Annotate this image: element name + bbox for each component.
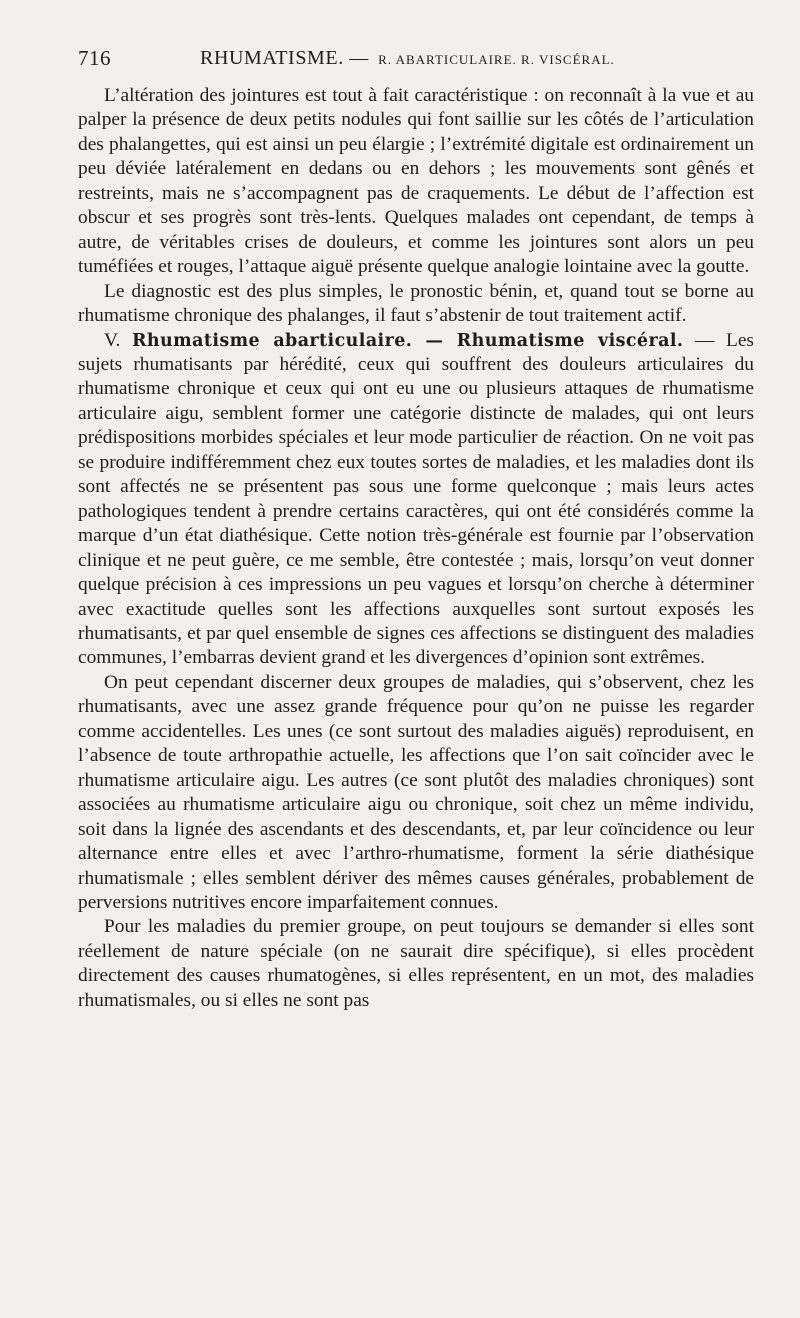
running-header (78, 46, 754, 76)
section-number: V. (104, 329, 121, 351)
running-title-dash: — (343, 48, 375, 69)
paragraph-deux-groupes: On peut cependant discerner deux groupes de maladies, qui s’observent, chez les rhumatisants, avec une assez grande fréquence pour qu’on ne puisse les regarder comme accidentelles. Les unes (ce sont surtout des maladies aiguës) reproduisent, en l’absence de toute arthropathie actuelle, les affections que l’on sait coïncider avec le rhumatisme articulaire aigu. Les autres (ce sont plutôt des maladies chroniques) sont associées au rhumatisme articulaire aigu ou chronique, soit chez un même individu, soit dans la lignée des ascendants et des descendants, et, par leur coïncidence ou leur alternance entre elles et avec l’arthro-rhumatisme, forment la série diathésique rhumatismale ; elles semblent dériver des mêmes causes générales, probablement de perversions nutritives encore imparfaitement connues. (78, 671, 754, 913)
section-heading: Rhumatisme abarticulaire. — Rhumatisme viscéral. (131, 330, 684, 351)
running-title-sub: R. ABARTICULAIRE. R. VISCÉRAL. (378, 52, 615, 67)
body-text (78, 84, 754, 1013)
paragraph-diagnostic: Le diagnostic est des plus simples, le pronostic bénin, et, quand tout se borne au rhumatisme chronique des phalanges, il faut s’abstenir de tout traitement actif. (78, 280, 754, 327)
paragraph-alteration: L’altération des jointures est tout à fait caractéristique : on reconnaît à la vue et au palper la présence de deux petits nodules qui font saillie sur les côtés de l’articulation des phalangettes, qui est ainsi un peu élargie ; l’extrémité digitale est ordinairement un peu déviée latéralement en dedans ou en dehors ; les mouvements sont gênés et restreints, mais ne s’accompagnent pas de craquements. Le début de l’affection est obscur et ses progrès sont très-lents. Quelques malades ont cependant, de temps à autre, de véritables crises de douleurs, et comme les jointures sont alors un peu tuméfiées et rouges, l’attaque aiguë présente quelque analogie lointaine avec la goutte. (78, 85, 754, 278)
running-title (200, 47, 615, 70)
section-text: — Les sujets rhumatisants par hérédité, ceux qui souffrent des douleurs articulaires du rhumatisme chronique et ceux qui ont eu une ou plusieurs attaques de rhumatisme articulaire aigu, semblent former une catégorie distincte de malades, qui ont leurs prédispositions morbides spéciales et leur mode particulier de réaction. On ne voit pas se produire indifféremment chez eux toutes sortes de maladies, et les maladies dont ils sont affectés ne se présentent pas sous une forme quelconque ; mais leurs actes pathologiques tendent à prendre certains caractères, qui ont été considérés comme la marque d’un état diathésique. Cette notion très-générale est fournie par l’observation clinique et ne peut guère, ce me semble, être contestée ; mais, lorsqu’on veut donner quelque précision à ces impressions un peu vagues et lorsqu’on cherche à déterminer avec exactitude quelles sont les affections auxquelles sont surtout exposés les rhumatisants, et par quel ensemble de signes ces affections se distinguent des maladies communes, l’embarras devient grand et les divergences d’opinion sont extrêmes. (78, 329, 754, 669)
running-title-main: RHUMATISME. (200, 47, 344, 69)
section-v-paragraph (78, 329, 754, 671)
paragraph-premier-groupe: Pour les maladies du premier groupe, on peut toujours se demander si elles sont réellement de nature spéciale (on ne saurait dire spécifique), si elles procèdent directement des causes rhumatogènes, si elles représentent, en un mot, des maladies rhumatismales, ou si elles ne sont pas (78, 916, 754, 1011)
page-number: 716 (78, 46, 111, 70)
